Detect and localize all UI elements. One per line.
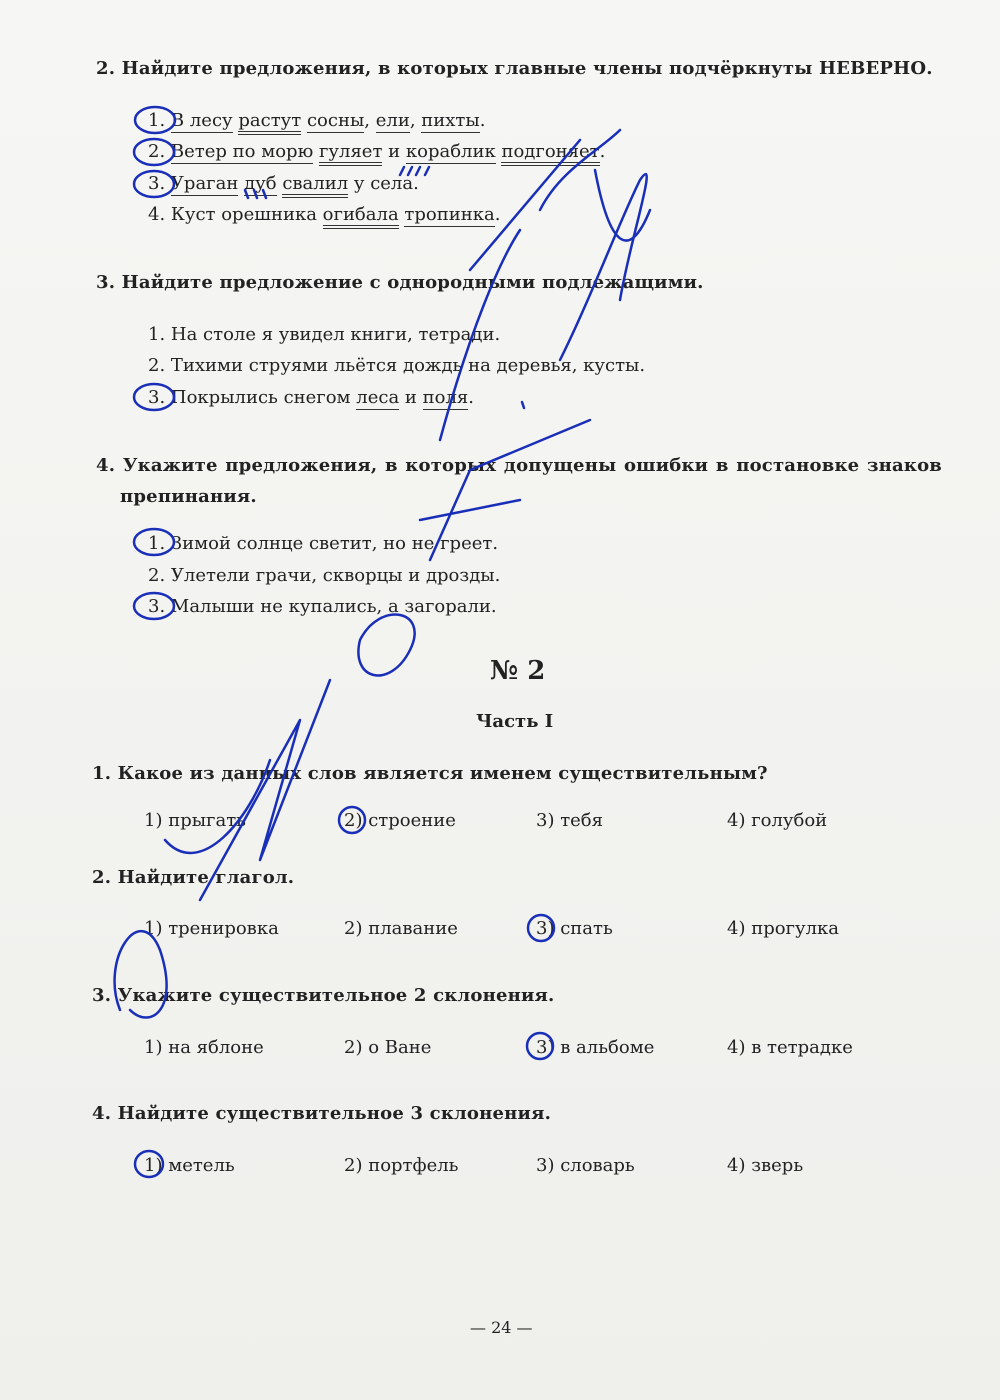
s2-q2-option-3: 3) спать	[536, 918, 613, 939]
scrawl-u	[560, 174, 647, 360]
q4-option-3: 3. Малыши не купались, а загорали.	[148, 596, 497, 617]
s2-q1-option-1: 1) прыгать	[144, 810, 246, 831]
q3-option-1: 1. На столе я увидел книги, тетради.	[148, 324, 501, 345]
section-number: № 2	[490, 656, 546, 686]
s2-question-1: 1. Какое из данных слов является именем существительным?	[92, 763, 768, 784]
q2-option-2: 2. Ветер по морю гуляет и кораблик подгоняет.	[148, 141, 605, 162]
q2-option-1: 1. В лесу растут сосны, ели, пихты.	[148, 110, 485, 131]
s2-q4-option-2: 2) портфель	[344, 1155, 459, 1176]
s2-q1-option-2: 2) строение	[344, 810, 456, 831]
s2-question-2: 2. Найдите глагол.	[92, 867, 295, 888]
s2-question-4: 4. Найдите существительное 3 склонения.	[92, 1103, 552, 1124]
q4-option-1: 1. Зимой солнце светит, но не греет.	[148, 533, 499, 554]
s2-q3-option-1: 1) на яблоне	[144, 1037, 264, 1058]
question-2-heading: 2. Найдите предложения, в которых главные члены подчёркнуты НЕВЕРНО.	[96, 58, 933, 79]
s2-q2-option-2: 2) плавание	[344, 918, 458, 939]
part-title: Часть I	[476, 711, 554, 732]
s2-q3-option-3: 3) в альбоме	[536, 1037, 655, 1058]
s2-q4-option-1: 1) метель	[144, 1155, 235, 1176]
question-4-heading-line1: 4. Укажите предложения, в которых допущены ошибки в постановке знаков	[96, 455, 942, 476]
q2-option-3: 3. Ураган дуб свалил у села.	[148, 173, 419, 194]
s2-q1-option-3: 3) тебя	[536, 810, 603, 831]
dot-mark	[522, 402, 524, 408]
s2-question-3: 3. Укажите существительное 2 склонения.	[92, 985, 555, 1006]
q2-option-4: 4. Куст орешника огибала тропинка.	[148, 204, 500, 225]
s2-q4-option-3: 3) словарь	[536, 1155, 635, 1176]
scrawl-o	[358, 615, 414, 676]
q3-option-2: 2. Тихими струями льётся дождь на деревья, кусты.	[148, 355, 646, 376]
s2-q2-option-4: 4) прогулка	[727, 918, 839, 939]
q4-option-2: 2. Улетели грачи, скворцы и дрозды.	[148, 565, 501, 586]
question-4-heading-line2: препинания.	[120, 486, 257, 507]
s2-q4-option-4: 4) зверь	[727, 1155, 804, 1176]
s2-q2-option-1: 1) тренировка	[144, 918, 279, 939]
page-number: — 24 —	[470, 1318, 533, 1337]
s2-q3-option-4: 4) в тетрадке	[727, 1037, 853, 1058]
q3-option-3: 3. Покрылись снегом леса и поля.	[148, 387, 475, 408]
s2-q1-option-4: 4) голубой	[727, 810, 828, 831]
question-3-heading: 3. Найдите предложение с однородными подлежащими.	[96, 272, 704, 293]
s2-q3-option-2: 2) о Ване	[344, 1037, 432, 1058]
